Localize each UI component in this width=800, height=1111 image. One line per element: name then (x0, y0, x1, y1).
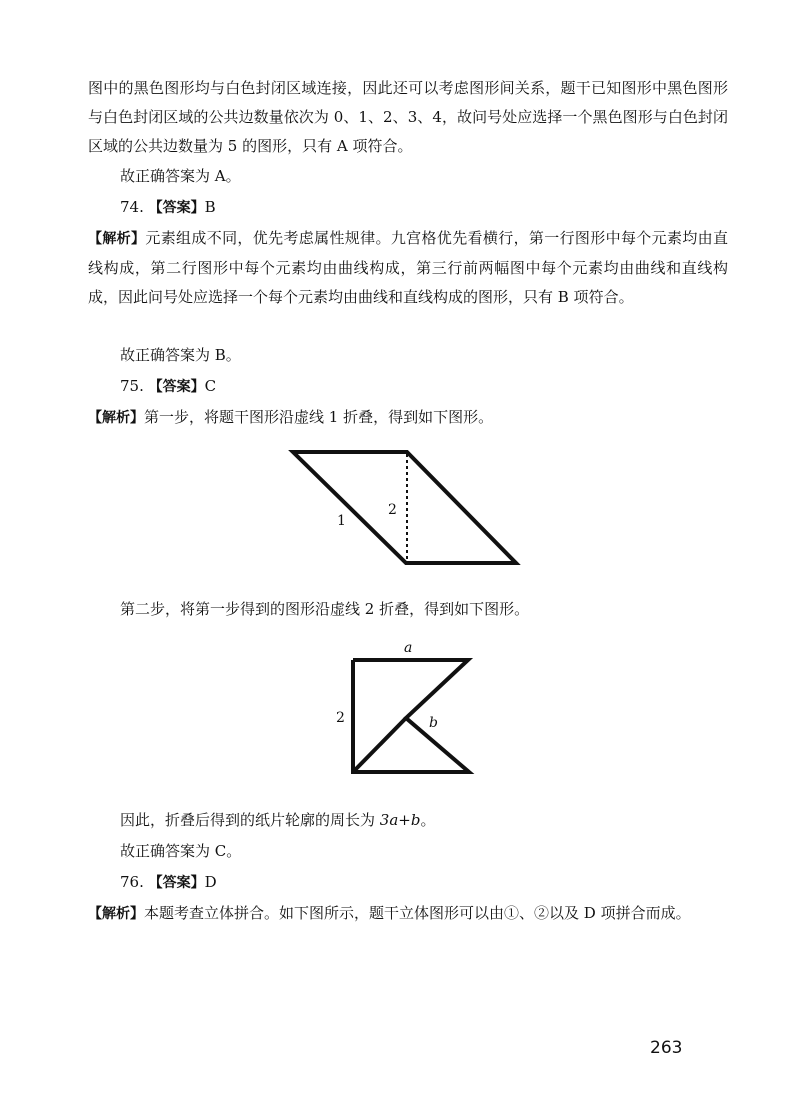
q76-answer-line (120, 868, 217, 898)
fold-line-1-label: 1 (337, 513, 346, 529)
q75-explanation-text: 第一步，将题干图形沿虚线 1 折叠，得到如下图形。 (144, 408, 494, 426)
q74-answer-tag: 【答案】 (148, 200, 205, 216)
edge-2-label: 2 (336, 710, 345, 726)
page-number: 263 (650, 1038, 683, 1058)
diagonal-edge (353, 718, 406, 772)
q74-explanation-tag: 【解析】 (88, 231, 146, 247)
edge-a-label: a (404, 640, 413, 656)
q75-final-answer: 故正确答案为 C。 (120, 842, 242, 860)
q75-answer-value: C (204, 377, 217, 395)
fold-line-2-label: 2 (388, 502, 397, 518)
q76-answer-tag: 【答案】 (148, 875, 205, 891)
fold-figure-step1 (285, 445, 525, 575)
q75-number: 75. (120, 377, 144, 395)
q76-explanation-tag: 【解析】 (88, 906, 144, 922)
q74-answer-value: B (204, 198, 216, 216)
perimeter-suffix: 。 (420, 811, 436, 829)
paragraph-q73-explanation: 图中的黑色图形均与白色封闭区域连接，因此还可以考虑图形间关系，题干已知图形中黑色图形与白色封闭区域的公共边数量依次为 0、1、2、3、4，故问号处应选择一个黑色图形与白色封闭区域的公共边数量为 5 的图形，只有 A 项符合。 (88, 79, 728, 155)
fold-figure-step2 (330, 636, 480, 778)
q74-answer-line (120, 193, 216, 223)
q75-explanation-tag: 【解析】 (88, 410, 144, 426)
q76-answer-value: D (204, 873, 217, 891)
q75-answer-line (120, 372, 216, 402)
q75-answer-tag: 【答案】 (148, 379, 205, 395)
perimeter-formula: 3a+b (379, 811, 421, 829)
perimeter-prefix: 因此，折叠后得到的纸片轮廓的周长为 (120, 811, 380, 829)
q74-number: 74. (120, 198, 144, 216)
q75-step2-text: 第二步，将第一步得到的图形沿虚线 2 折叠，得到如下图形。 (120, 600, 530, 618)
parallelogram-outline (293, 452, 516, 563)
edge-b-label: b (429, 715, 438, 731)
q74-explanation (88, 224, 728, 312)
q75-perimeter-text (88, 806, 728, 835)
q76-explanation (88, 899, 728, 929)
q75-explanation (88, 403, 728, 433)
q76-explanation-text: 本题考查立体拼合。如下图所示，题干立体图形可以由①、②以及 D 项拼合而成。 (144, 904, 691, 922)
q74-explanation-text: 元素组成不同，优先考虑属性规律。九宫格优先看横行，第一行图形中每个元素均由直线构成，第二行图形中每个元素均由曲线构成，第三行前两幅图中每个元素均由曲线和直线构成，因此问号处应选择一个每个元素均由曲线和直线构成的图形，只有 B 项符合。 (88, 229, 728, 306)
q76-number: 76. (120, 873, 144, 891)
q73-final-answer: 故正确答案为 A。 (120, 167, 241, 185)
q74-final-answer: 故正确答案为 B。 (120, 346, 241, 364)
